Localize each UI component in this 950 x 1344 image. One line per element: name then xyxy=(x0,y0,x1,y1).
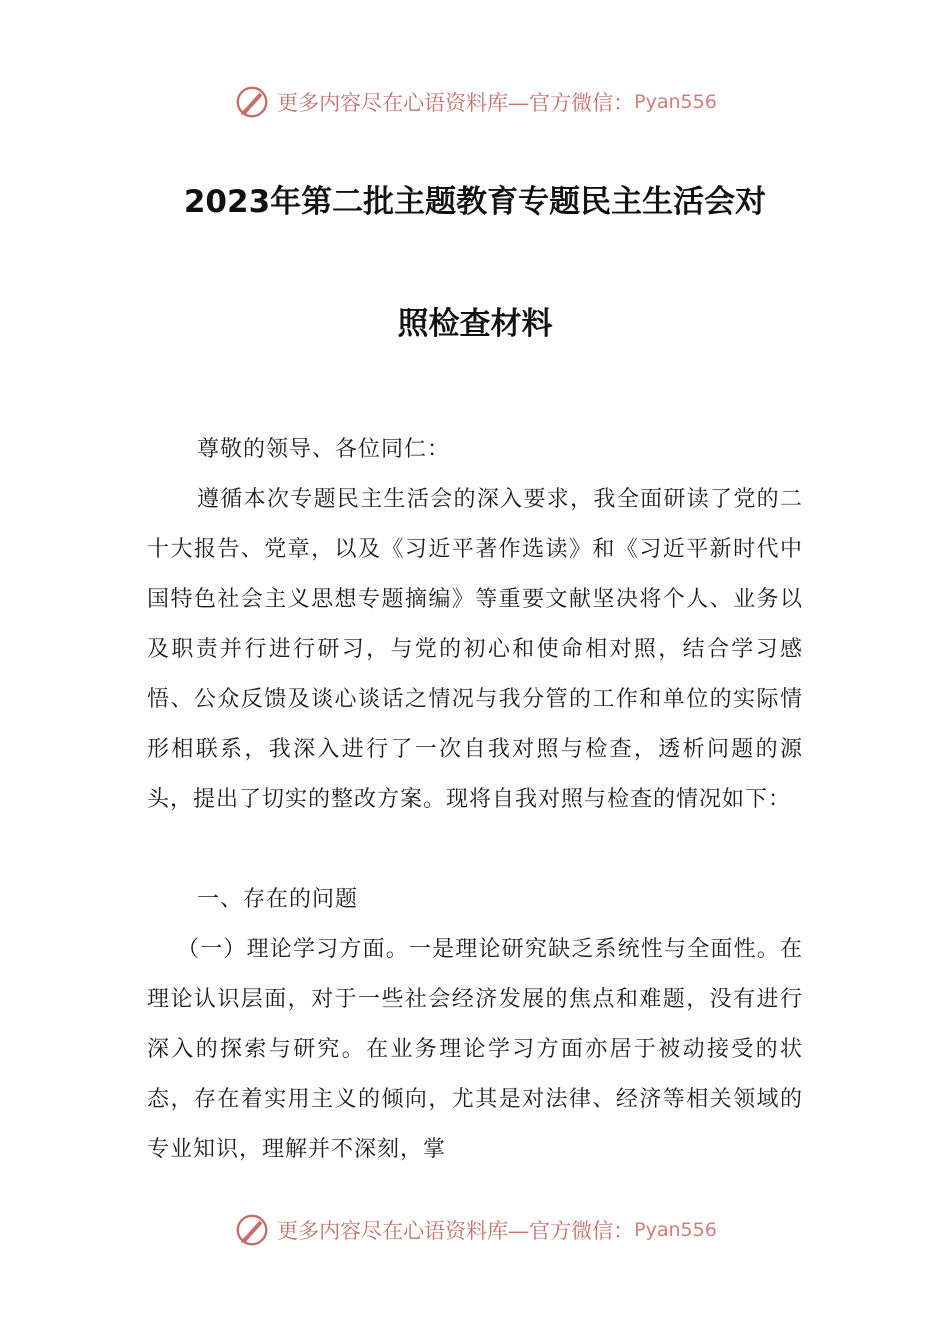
section-paragraph: （一）理论学习方面。一是理论研究缺乏系统性与全面性。在理论认识层面，对于一些社会经济发展的焦点和难题，没有进行深入的探索与研究。在业务理论学习方面亦居于被动接受的状态，存在着实用主义的倾向，尤其是对法律、经济等相关领域的专业知识，理解并不深刻，掌 xyxy=(147,937,803,1162)
document-title-line-1: 2023年第二批主题教育专题民主生活会对 xyxy=(183,184,767,220)
watermark-text: 更多内容尽在心语资料库—官方微信： xyxy=(277,91,635,115)
watermark-header xyxy=(0,82,950,122)
intro-paragraph: 遵循本次专题民主生活会的深入要求，我全面研读了党的二十大报告、党章，以及《习近平著作选读》和《习近平新时代中国特色社会主义思想专题摘编》等重要文献坚决将个人、业务以及职责并行进行研习，与党的初心和使命相对照，结合学习感悟、公众反馈及谈心谈话之情况与我分管的工作和单位的实际情形相联系，我深入进行了一次自我对照与检查，透析问题的源头，提出了切实的整改方案。现将自我对照与检查的情况如下： xyxy=(147,487,803,812)
document-title-line-2: 照检查材料 xyxy=(397,306,553,342)
pen-logo-icon xyxy=(233,83,271,121)
salutation: 尊敬的领导、各位同仁： xyxy=(197,437,451,462)
pen-logo-icon xyxy=(233,1211,271,1249)
watermark-wechat-id: Pyan556 xyxy=(634,91,717,113)
watermark-text: 更多内容尽在心语资料库—官方微信： xyxy=(277,1219,635,1243)
watermark-footer xyxy=(0,1210,950,1250)
section-heading: 一、存在的问题 xyxy=(197,887,359,912)
watermark-wechat-id: Pyan556 xyxy=(634,1219,717,1241)
